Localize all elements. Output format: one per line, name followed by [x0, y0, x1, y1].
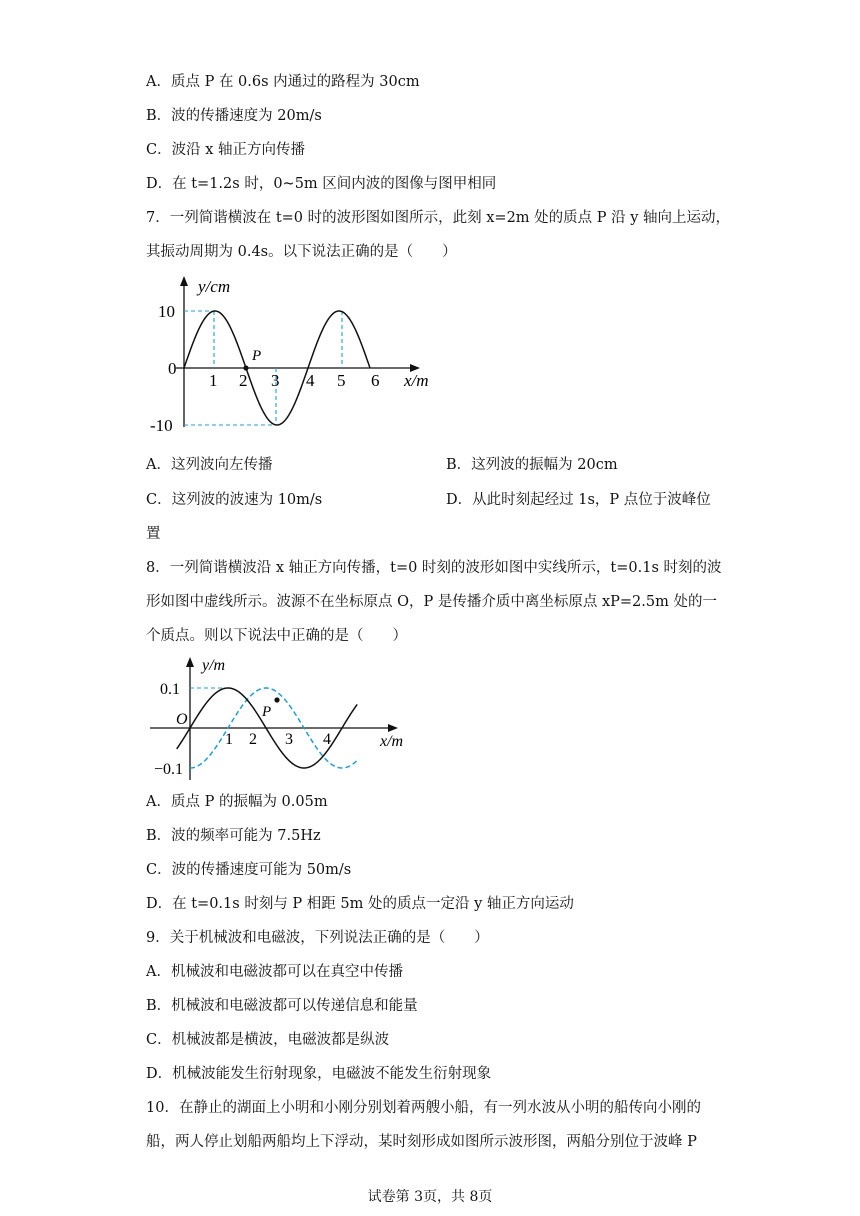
- q7-xtick-3: 3: [271, 371, 280, 390]
- q7-stem-line1: 7．一列简谐横波在 t=0 时的波形图如图所示，此刻 x=2m 处的质点 P 沿 y 轴向上运动，: [146, 210, 731, 226]
- q8-y-arrow: [186, 657, 194, 667]
- q8-stem-line1: 8．一列简谐横波沿 x 轴正方向传播，t=0 时刻的波形如图中实线所示，t=0.1s 时刻的波: [146, 560, 722, 576]
- q9-option-b: B．机械波和电磁波都可以传递信息和能量: [146, 998, 418, 1014]
- q10-stem-line2: 船，两人停止划船两船均上下浮动，某时刻形成如图所示波形图，两船分别位于波峰 P: [146, 1134, 697, 1150]
- q6-option-d: D．在 t=1.2s 时，0~5m 区间内波的图像与图甲相同: [146, 176, 497, 192]
- page-footer: 试卷第 3页，共 8页: [367, 1189, 493, 1205]
- q7-point-p-label: P: [252, 348, 262, 364]
- q9-option-c: C．机械波都是横波，电磁波都是纵波: [146, 1032, 390, 1048]
- q7-origin-label: 0: [168, 359, 177, 378]
- q7-option-b: B．这列波的振幅为 20cm: [446, 457, 618, 473]
- q8-option-c: C．波的传播速度可能为 50m/s: [146, 862, 352, 878]
- q7-y-label: y/cm: [198, 277, 231, 296]
- q7-point-p: [243, 365, 248, 370]
- q6-option-a: A．质点 P 在 0.6s 内通过的路程为 30cm: [146, 74, 420, 90]
- q7-option-c: C．这列波的波速为 10m/s: [146, 492, 323, 508]
- q6-option-c: C．波沿 x 轴正方向传播: [146, 142, 305, 158]
- q8-x-label: x/m: [380, 733, 404, 750]
- q8-ytick-top: 0.1: [160, 681, 180, 698]
- q7-ytick-neg10: -10: [150, 416, 173, 435]
- q7-ytick-10: 10: [158, 302, 175, 321]
- q9-stem: 9．关于机械波和电磁波，下列说法正确的是（ ）: [146, 930, 489, 946]
- q7-option-a: A．这列波向左传播: [146, 457, 273, 473]
- q8-option-b: B．波的频率可能为 7.5Hz: [146, 828, 321, 844]
- q8-xtick-1: 1: [225, 731, 233, 748]
- q8-origin-label: O: [176, 711, 188, 728]
- q8-point-p: [274, 697, 279, 702]
- q7-stem-line2: 其振动周期为 0.4s。以下说法正确的是（ ）: [146, 244, 457, 260]
- q8-xtick-3: 3: [285, 731, 293, 748]
- q9-option-a: A．机械波和电磁波都可以在真空中传播: [146, 964, 403, 980]
- q7-option-d-line2: 置: [146, 526, 161, 542]
- q8-option-d: D．在 t=0.1s 时刻与 P 相距 5m 处的质点一定沿 y 轴正方向运动: [146, 896, 574, 912]
- q8-y-label: y/m: [202, 657, 226, 674]
- q8-point-p-label: P: [262, 704, 272, 720]
- q6-option-b: B．波的传播速度为 20m/s: [146, 108, 322, 124]
- q7-xtick-6: 6: [371, 371, 380, 390]
- q8-xtick-4: 4: [323, 731, 331, 748]
- q8-x-arrow: [388, 724, 398, 732]
- q8-option-a: A．质点 P 的振幅为 0.05m: [146, 794, 328, 810]
- q8-stem-line3: 个质点。则以下说法中正确的是（ ）: [146, 628, 407, 644]
- q10-stem-line1: 10．在静止的湖面上小明和小刚分别划着两艘小船，有一列水波从小明的船传向小刚的: [146, 1100, 701, 1116]
- q8-wave-figure: [146, 652, 416, 782]
- q7-xtick-5: 5: [337, 371, 346, 390]
- q7-option-d-line1: D．从此时刻起经过 1s，P 点位于波峰位: [446, 492, 711, 508]
- q8-stem-line2: 形如图中虚线所示。波源不在坐标原点 O，P 是传播介质中离坐标原点 xP=2.5m 处的一: [146, 594, 717, 610]
- q8-ytick-bottom: −0.1: [154, 761, 184, 778]
- q7-x-label: x/m: [404, 371, 429, 390]
- q9-option-d: D．机械波能发生衍射现象，电磁波不能发生衍射现象: [146, 1066, 492, 1082]
- q7-wave-figure: [146, 272, 446, 442]
- q7-y-arrow: [180, 276, 188, 286]
- q8-xtick-2: 2: [249, 731, 257, 748]
- q7-xtick-4: 4: [306, 371, 315, 390]
- q7-xtick-2: 2: [239, 371, 248, 390]
- q7-xtick-1: 1: [209, 371, 218, 390]
